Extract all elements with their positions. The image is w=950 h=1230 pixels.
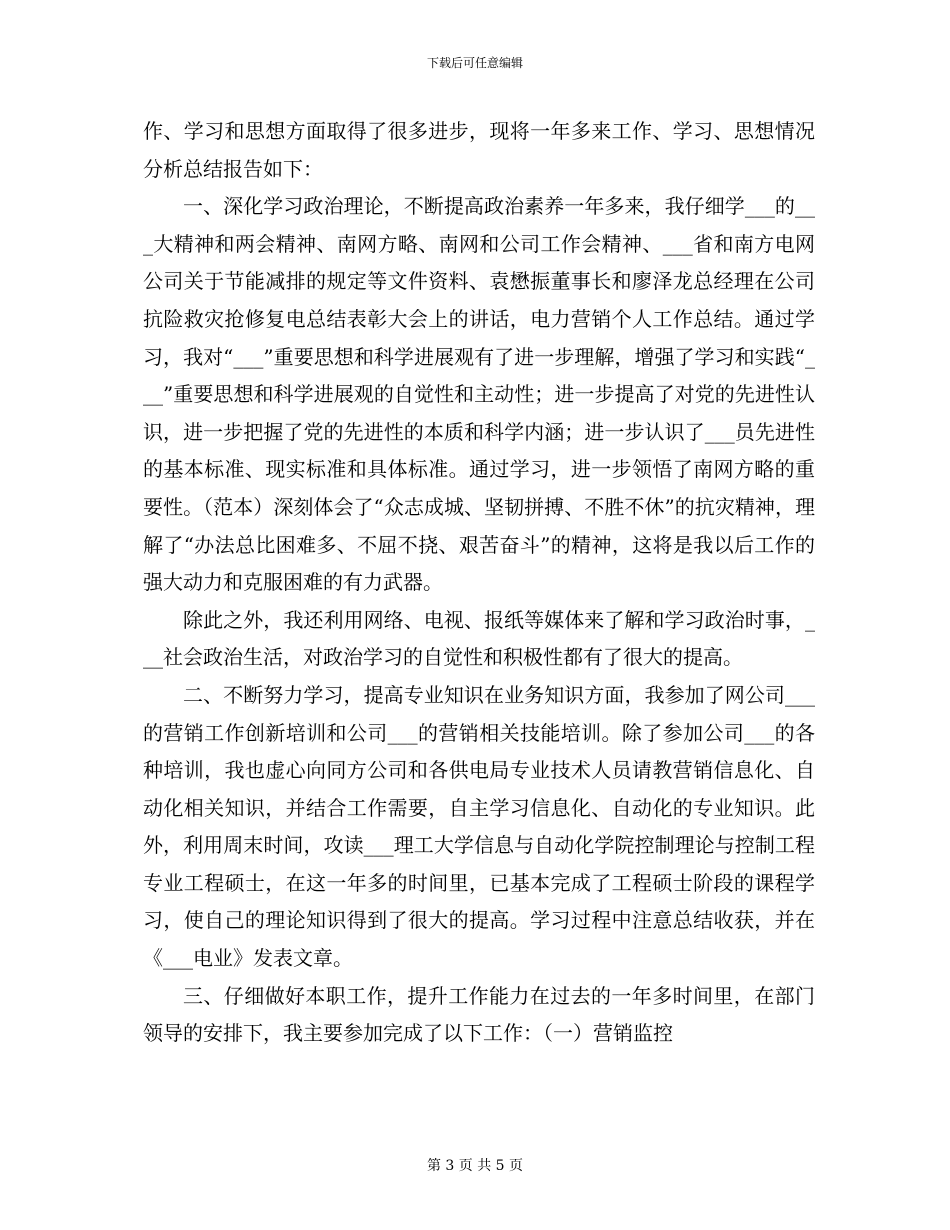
document-body (143, 113, 815, 1053)
paragraph-section-1: 一、深化学习政治理论，不断提高政治素养一年多来，我仔细学___的___大精神和两会精神、南网方略、南网和公司工作会精神、___省和南方电网公司关于节能减排的规定等文件资料、袁懋振董事长和廖泽龙总经理在公司抗险救灾抢修复电总结表彰大会上的讲话，电力营销个人工作总结。通过学习，我对“___”重要思想和科学进展观有了进一步理解，增强了学习和实践“___”重要思想和科学进展观的自觉性和主动性；进一步提高了对党的先进性认识，进一步把握了党的先进性的本质和科学内涵；进一步认识了___员先进性的基本标准、现实标准和具体标准。通过学习，进一步领悟了南网方略的重要性。（范本）深刻体会了“众志成城、坚韧拼搏、不胜不休”的抗灾精神，理解了“办法总比困难多、不屈不挠、艰苦奋斗”的精神，这将是我以后工作的强大动力和克服困难的有力武器。 (143, 194, 815, 595)
paragraph-intro-continued: 作、学习和思想方面取得了很多进步，现将一年多来工作、学习、思想情况分析总结报告如下： (143, 119, 815, 181)
page-header: 下载后可任意编辑 (426, 56, 523, 70)
paragraph-section-2: 二、不断努力学习，提高专业知识在业务知识方面，我参加了网公司___的营销工作创新培训和公司___的营销相关技能培训。除了参加公司___的各种培训，我也虚心向同方公司和各供电局专业技术人员请教营销信息化、自动化相关知识，并结合工作需要，自主学习信息化、自动化的专业知识。此外，利用周末时间，攻读___理工大学信息与自动化学院控制理论与控制工程专业工程硕士，在这一年多的时间里，已基本完成了工程硕士阶段的课程学习，使自己的理论知识得到了很大的提高。学习过程中注意总结收获，并在《___电业》发表文章。 (143, 682, 815, 971)
page-number: 第 3 页 共 5 页 (426, 1158, 524, 1174)
paragraph-section-3: 三、仔细做好本职工作，提升工作能力在过去的一年多时间里，在部门领导的安排下，我主要参加完成了以下工作：（一）营销监控 (143, 983, 815, 1046)
paragraph-media-study: 除此之外，我还利用网络、电视、报纸等媒体来了解和学习政治时事，___社会政治生活，对政治学习的自觉性和积极性都有了很大的提高。 (143, 607, 815, 670)
